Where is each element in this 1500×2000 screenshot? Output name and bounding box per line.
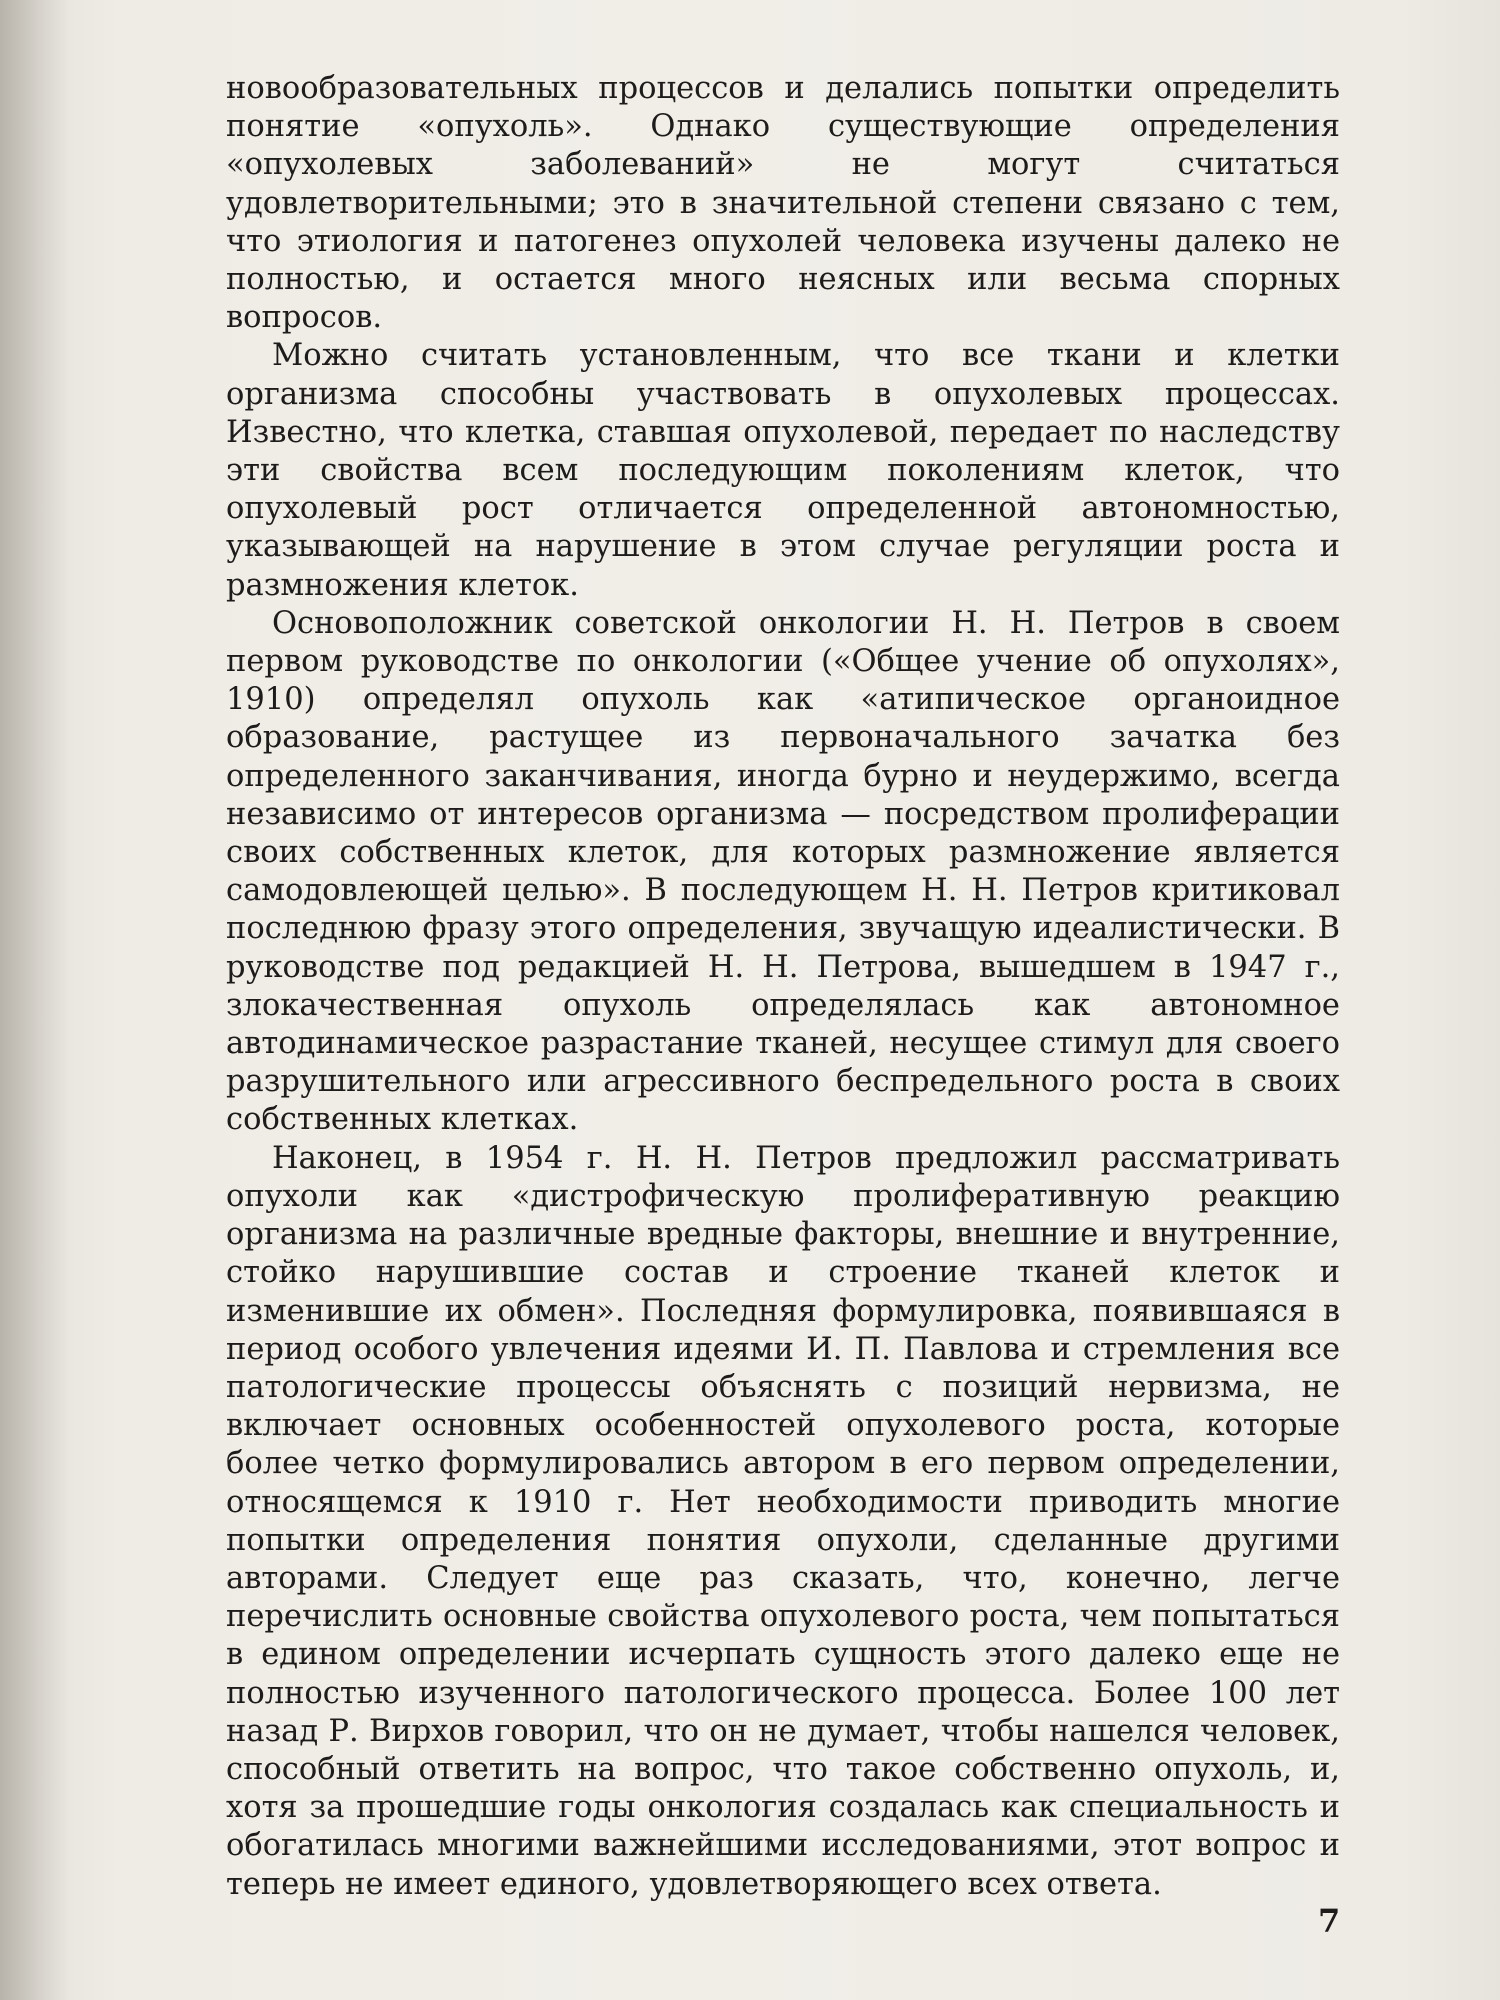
- paragraph-2: Можно считать установленным, что все ткани и клетки организма способны участвовать в опухолевых процессах. Известно, что клетка, ставшая опухолевой, передает по наследству эти свойства всем последующим поколениям клеток, что опухолевый рост отличается определенной автономностью, указывающей на нарушение в этом случае регуляции роста и размножения клеток.: [226, 338, 1340, 603]
- paragraph-4: Наконец, в 1954 г. Н. Н. Петров предложил рассматривать опухоли как «дистрофическую пролиферативную реакцию организма на различные вредные факторы, внешние и внутренние, стойко нарушившие состав и строение тканей клеток и изменившие их обмен». Последняя формулировка, появившаяся в период особого увлечения идеями И. П. Павлова и стремления все патологические процессы объяснять с позиций нервизма, не включает основных особенностей опухолевого роста, которые более четко формулировались автором в его первом определении, относящемся к 1910 г. Нет необходимости приводить многие попытки определения понятия опухоли, сделанные другими авторами. Следует еще раз сказать, что, конечно, легче перечислить основные свойства опухолевого роста, чем попытаться в едином определении исчерпать сущность этого далеко еще не полностью изученного патологического процесса. Более 100 лет назад Р. Вирхов говорил, что он не думает, чтобы нашелся человек, способный ответить на вопрос, что такое собственно опухоль, и, хотя за прошедшие годы онкология создалась как специальность и обогатилась многими важнейшими исследованиями, этот вопрос и теперь не имеет единого, удовлетворяющего всех ответа.: [226, 1140, 1340, 1902]
- body-text: [226, 70, 1340, 1904]
- paragraph-1: новообразовательных процессов и делались попытки определить понятие «опухоль». Однако существующие определения «опухолевых заболеваний» не могут считаться удовлетворительными; это в значительной степени связано с тем, что этиология и патогенез опухолей человека изучены далеко не полностью, и остается много неясных или весьма спорных вопросов.: [226, 71, 1340, 336]
- page-number: 7: [1318, 1902, 1341, 1940]
- paragraph-3: Основоположник советской онкологии Н. Н. Петров в своем первом руководстве по онкологии («Общее учение об опухолях», 1910) определял опухоль как «атипическое органоидное образование, растущее из первоначального зачатка без определенного заканчивания, иногда бурно и неудержимо, всегда независимо от интересов организма — посредством пролиферации своих собственных клеток, для которых размножение является самодовлеющей целью». В последующем Н. Н. Петров критиковал последнюю фразу этого определения, звучащую идеалистически. В руководстве под редакцией Н. Н. Петрова, вышедшем в 1947 г., злокачественная опухоль определялась как автономное автодинамическое разрастание тканей, несущее стимул для своего разрушительного или агрессивного беспредельного роста в своих собственных клетках.: [226, 605, 1340, 1138]
- binding-shadow: [0, 0, 70, 2000]
